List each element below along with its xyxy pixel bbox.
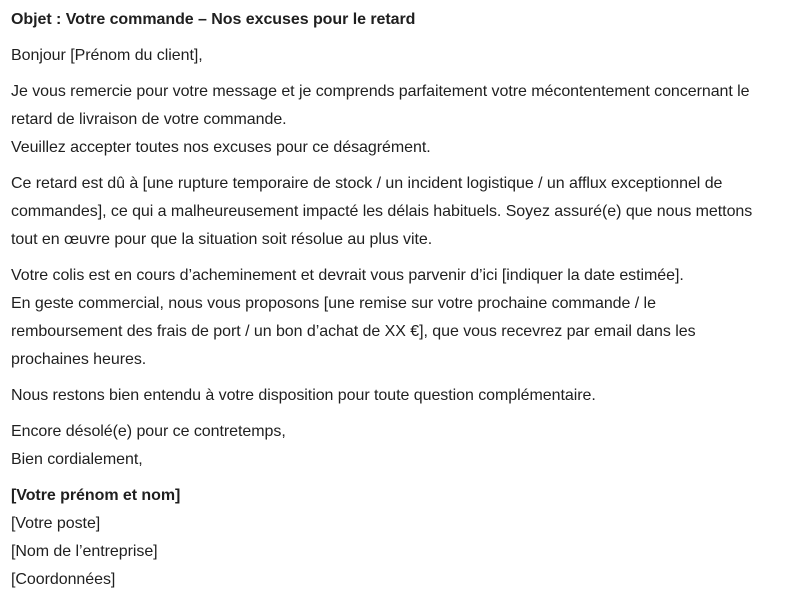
signature-position: [Votre poste] <box>11 515 101 532</box>
paragraph-apology <box>11 78 774 162</box>
spacer <box>11 254 774 262</box>
spacer <box>11 410 774 418</box>
closing-line: Bien cordialement, <box>11 451 143 468</box>
spacer <box>11 70 774 78</box>
signature-company: [Nom de l’entreprise] <box>11 543 158 560</box>
signature-block <box>11 482 774 594</box>
paragraph-line: prochaines heures. <box>11 351 147 368</box>
spacer <box>11 162 774 170</box>
paragraph-line: Votre colis est en cours d’acheminement et devrait vous parvenir d’ici [indiquer la date estimée]. <box>11 267 684 284</box>
signature-name: [Votre prénom et nom] <box>11 487 181 504</box>
signature-contact: [Coordonnées] <box>11 571 116 588</box>
paragraph-delivery <box>11 262 774 374</box>
paragraph-line: Ce retard est dû à [une rupture temporaire de stock / un incident logistique / un afflux exceptionnel de <box>11 175 723 192</box>
paragraph-availability: Nous restons bien entendu à votre disposition pour toute question complémentaire. <box>11 387 596 404</box>
closing-line: Encore désolé(e) pour ce contretemps, <box>11 423 286 440</box>
spacer <box>11 374 774 382</box>
greeting: Bonjour [Prénom du client], <box>11 47 203 64</box>
spacer <box>11 474 774 482</box>
closing <box>11 418 774 474</box>
paragraph-line: remboursement des frais de port / un bon d’achat de XX €], que vous recevrez par email dans les <box>11 323 696 340</box>
paragraph-line: tout en œuvre pour que la situation soit résolue au plus vite. <box>11 231 433 248</box>
paragraph-line: Je vous remercie pour votre message et je comprends parfaitement votre mécontentement concernant le <box>11 83 750 100</box>
paragraph-line: En geste commercial, nous vous proposons [une remise sur votre prochaine commande / le <box>11 295 656 312</box>
paragraph-line: Veuillez accepter toutes nos excuses pour ce désagrément. <box>11 139 431 156</box>
paragraph-reason <box>11 170 774 254</box>
subject-line: Objet : Votre commande – Nos excuses pour le retard <box>11 11 416 28</box>
paragraph-line: commandes], ce qui a malheureusement impacté les délais habituels. Soyez assuré(e) que nous mettons <box>11 203 753 220</box>
paragraph-line: retard de livraison de votre commande. <box>11 111 287 128</box>
spacer <box>11 34 774 42</box>
